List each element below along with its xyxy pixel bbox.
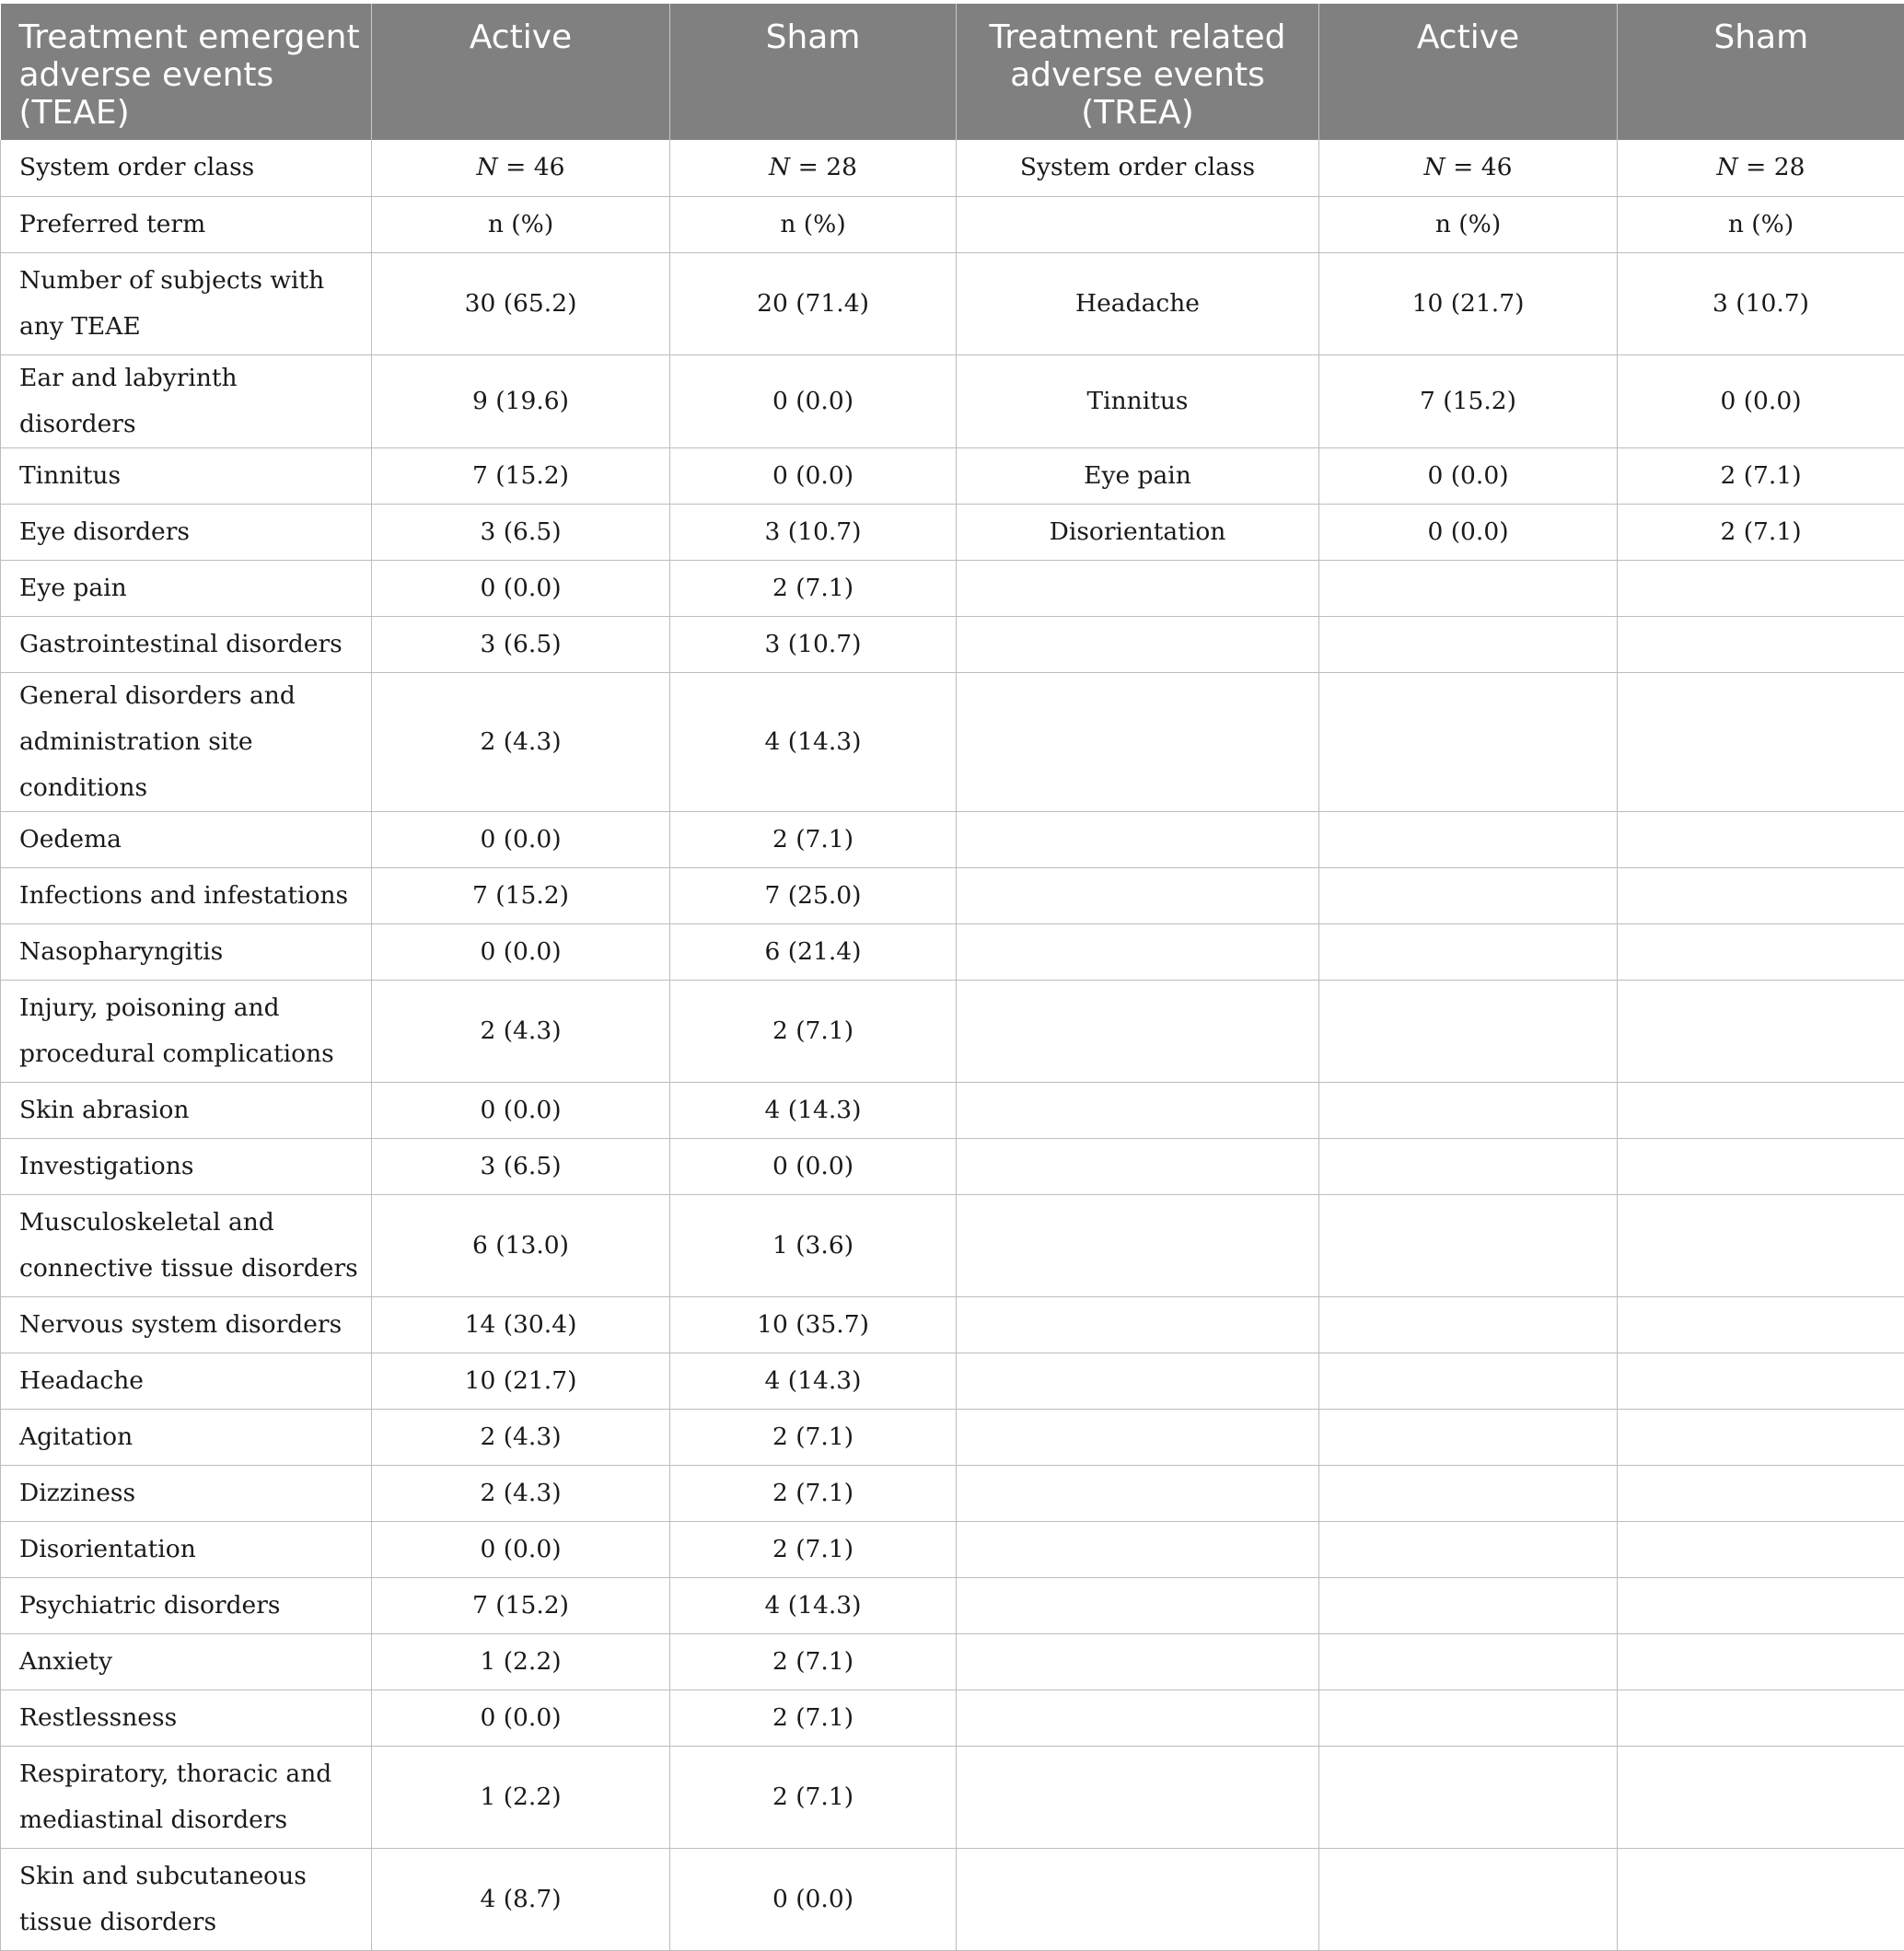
- n-symbol: N: [1717, 153, 1738, 181]
- trea-cell: [957, 1848, 1319, 1950]
- teae-cell: Musculoskeletal and connective tissue disorders: [1, 1194, 372, 1296]
- active-cell: 3 (6.5): [372, 616, 670, 672]
- table-header: [1, 4, 1904, 140]
- teae-cell: Oedema: [1, 811, 372, 867]
- adverse-events-table: [0, 4, 1904, 1951]
- active-cell: 1 (2.2): [372, 1633, 670, 1690]
- trea-cell: [957, 1409, 1319, 1465]
- table-row: [1, 1296, 1904, 1353]
- trea-active-cell: [1319, 1746, 1618, 1848]
- trea-cell: [957, 1194, 1319, 1296]
- sham-cell: 6 (21.4): [670, 923, 957, 980]
- table-row: [1, 616, 1904, 672]
- teae-cell: Skin and subcutaneous tissue disorders: [1, 1848, 372, 1950]
- trea-cell: [957, 1633, 1319, 1690]
- trea-sham-cell: n (%): [1618, 196, 1904, 252]
- table-row: [1, 811, 1904, 867]
- sham-cell: 3 (10.7): [670, 616, 957, 672]
- active-cell: 7 (15.2): [372, 447, 670, 504]
- sham-cell: 4 (14.3): [670, 1577, 957, 1633]
- table-row: [1, 672, 1904, 811]
- trea-sham-cell: [1618, 140, 1904, 196]
- trea-cell: [957, 980, 1319, 1082]
- header-trea-sham: Sham: [1618, 4, 1904, 140]
- trea-cell: [957, 672, 1319, 811]
- trea-sham-cell: [1618, 980, 1904, 1082]
- sham-cell: 2 (7.1): [670, 1521, 957, 1577]
- trea-active-cell: [1319, 1521, 1618, 1577]
- teae-cell: Tinnitus: [1, 447, 372, 504]
- table-row: [1, 140, 1904, 196]
- trea-sham-cell: [1618, 560, 1904, 616]
- trea-active-cell: [1319, 672, 1618, 811]
- trea-active-cell: [1319, 1296, 1618, 1353]
- active-cell: 2 (4.3): [372, 980, 670, 1082]
- trea-sham-cell: 3 (10.7): [1618, 252, 1904, 354]
- trea-cell: [957, 1577, 1319, 1633]
- trea-cell: [957, 1521, 1319, 1577]
- table-row: [1, 196, 1904, 252]
- trea-sham-cell: [1618, 1465, 1904, 1521]
- active-cell: 14 (30.4): [372, 1296, 670, 1353]
- trea-cell: [957, 1690, 1319, 1746]
- sham-cell: 1 (3.6): [670, 1194, 957, 1296]
- active-cell: 2 (4.3): [372, 672, 670, 811]
- trea-cell: System order class: [957, 140, 1319, 196]
- active-cell: 4 (8.7): [372, 1848, 670, 1950]
- sham-cell: 0 (0.0): [670, 354, 957, 447]
- trea-active-cell: n (%): [1319, 196, 1618, 252]
- trea-cell: [957, 616, 1319, 672]
- table-row: [1, 1465, 1904, 1521]
- trea-sham-cell: [1618, 811, 1904, 867]
- table-row: [1, 1194, 1904, 1296]
- active-cell: [372, 140, 670, 196]
- trea-active-cell: [1319, 811, 1618, 867]
- n-value: = 46: [498, 153, 565, 181]
- active-cell: 6 (13.0): [372, 1194, 670, 1296]
- n-value: = 28: [790, 153, 857, 181]
- teae-cell: Number of subjects with any TEAE: [1, 252, 372, 354]
- active-cell: 0 (0.0): [372, 560, 670, 616]
- n-value: = 46: [1445, 153, 1513, 181]
- teae-cell: Ear and labyrinth disorders: [1, 354, 372, 447]
- active-cell: 10 (21.7): [372, 1353, 670, 1409]
- active-cell: 7 (15.2): [372, 867, 670, 923]
- teae-cell: Gastrointestinal disorders: [1, 616, 372, 672]
- active-cell: 2 (4.3): [372, 1465, 670, 1521]
- trea-active-cell: [1319, 1138, 1618, 1194]
- trea-sham-cell: [1618, 867, 1904, 923]
- n-symbol: N: [477, 153, 498, 181]
- trea-sham-cell: [1618, 1577, 1904, 1633]
- trea-cell: [957, 1296, 1319, 1353]
- table-row: [1, 447, 1904, 504]
- sham-cell: 2 (7.1): [670, 1633, 957, 1690]
- table-row: [1, 1633, 1904, 1690]
- trea-active-cell: [1319, 616, 1618, 672]
- trea-cell: [957, 196, 1319, 252]
- sham-cell: 3 (10.7): [670, 504, 957, 560]
- active-cell: 3 (6.5): [372, 1138, 670, 1194]
- n-value: = 28: [1738, 153, 1805, 181]
- trea-sham-cell: [1618, 1296, 1904, 1353]
- table-row: [1, 504, 1904, 560]
- table-body: [1, 140, 1904, 1950]
- teae-cell: Eye pain: [1, 560, 372, 616]
- trea-sham-cell: 2 (7.1): [1618, 447, 1904, 504]
- teae-cell: Restlessness: [1, 1690, 372, 1746]
- sham-cell: 0 (0.0): [670, 447, 957, 504]
- table-row: [1, 1690, 1904, 1746]
- trea-cell: [957, 1465, 1319, 1521]
- trea-cell: [957, 1082, 1319, 1138]
- table-row: [1, 1848, 1904, 1950]
- sham-cell: 7 (25.0): [670, 867, 957, 923]
- trea-active-cell: 0 (0.0): [1319, 447, 1618, 504]
- table-row: [1, 560, 1904, 616]
- n-symbol: N: [1424, 153, 1445, 181]
- trea-sham-cell: [1618, 1194, 1904, 1296]
- sham-cell: 0 (0.0): [670, 1138, 957, 1194]
- active-cell: 3 (6.5): [372, 504, 670, 560]
- trea-cell: [957, 1353, 1319, 1409]
- trea-sham-cell: [1618, 1138, 1904, 1194]
- sham-cell: n (%): [670, 196, 957, 252]
- table-row: [1, 1353, 1904, 1409]
- teae-cell: Injury, poisoning and procedural complications: [1, 980, 372, 1082]
- trea-sham-cell: [1618, 1082, 1904, 1138]
- table-row: [1, 980, 1904, 1082]
- trea-active-cell: [1319, 140, 1618, 196]
- trea-cell: Tinnitus: [957, 354, 1319, 447]
- sham-cell: 2 (7.1): [670, 811, 957, 867]
- trea-cell: [957, 1138, 1319, 1194]
- trea-active-cell: [1319, 1465, 1618, 1521]
- trea-sham-cell: [1618, 923, 1904, 980]
- active-cell: 0 (0.0): [372, 1521, 670, 1577]
- trea-active-cell: [1319, 867, 1618, 923]
- active-cell: n (%): [372, 196, 670, 252]
- trea-sham-cell: [1618, 1633, 1904, 1690]
- trea-sham-cell: [1618, 1848, 1904, 1950]
- table-row: [1, 1577, 1904, 1633]
- trea-sham-cell: 0 (0.0): [1618, 354, 1904, 447]
- active-cell: 0 (0.0): [372, 811, 670, 867]
- active-cell: 0 (0.0): [372, 1082, 670, 1138]
- table-row: [1, 252, 1904, 354]
- header-row: [1, 4, 1904, 140]
- table-row: [1, 1746, 1904, 1848]
- header-teae-active: Active: [372, 4, 670, 140]
- table-row: [1, 1521, 1904, 1577]
- header-trea: Treatment related adverse events (TREA): [957, 4, 1319, 140]
- trea-active-cell: [1319, 980, 1618, 1082]
- table-row: [1, 867, 1904, 923]
- teae-cell: Headache: [1, 1353, 372, 1409]
- sham-cell: 0 (0.0): [670, 1848, 957, 1950]
- trea-cell: [957, 923, 1319, 980]
- teae-cell: Skin abrasion: [1, 1082, 372, 1138]
- sham-cell: 2 (7.1): [670, 560, 957, 616]
- trea-sham-cell: [1618, 1746, 1904, 1848]
- teae-cell: Preferred term: [1, 196, 372, 252]
- teae-cell: Respiratory, thoracic and mediastinal disorders: [1, 1746, 372, 1848]
- n-symbol: N: [769, 153, 790, 181]
- trea-active-cell: 10 (21.7): [1319, 252, 1618, 354]
- trea-sham-cell: [1618, 672, 1904, 811]
- trea-active-cell: [1319, 1409, 1618, 1465]
- trea-active-cell: [1319, 1082, 1618, 1138]
- sham-cell: 4 (14.3): [670, 1082, 957, 1138]
- trea-active-cell: [1319, 1353, 1618, 1409]
- sham-cell: 2 (7.1): [670, 980, 957, 1082]
- trea-active-cell: [1319, 1690, 1618, 1746]
- trea-cell: [957, 1746, 1319, 1848]
- trea-sham-cell: [1618, 1353, 1904, 1409]
- teae-cell: Investigations: [1, 1138, 372, 1194]
- table-row: [1, 354, 1904, 447]
- active-cell: 9 (19.6): [372, 354, 670, 447]
- active-cell: 2 (4.3): [372, 1409, 670, 1465]
- trea-cell: Disorientation: [957, 504, 1319, 560]
- sham-cell: 4 (14.3): [670, 672, 957, 811]
- teae-cell: General disorders and administration site conditions: [1, 672, 372, 811]
- teae-cell: Agitation: [1, 1409, 372, 1465]
- header-teae: Treatment emergent adverse events (TEAE): [1, 4, 372, 140]
- trea-sham-cell: [1618, 1521, 1904, 1577]
- sham-cell: 10 (35.7): [670, 1296, 957, 1353]
- teae-cell: Infections and infestations: [1, 867, 372, 923]
- trea-active-cell: [1319, 1194, 1618, 1296]
- sham-cell: 20 (71.4): [670, 252, 957, 354]
- active-cell: 0 (0.0): [372, 923, 670, 980]
- table-row: [1, 1138, 1904, 1194]
- trea-cell: [957, 867, 1319, 923]
- trea-sham-cell: [1618, 616, 1904, 672]
- header-teae-sham: Sham: [670, 4, 957, 140]
- trea-active-cell: [1319, 923, 1618, 980]
- trea-active-cell: 7 (15.2): [1319, 354, 1618, 447]
- teae-cell: Nervous system disorders: [1, 1296, 372, 1353]
- trea-sham-cell: 2 (7.1): [1618, 504, 1904, 560]
- sham-cell: 2 (7.1): [670, 1465, 957, 1521]
- teae-cell: Eye disorders: [1, 504, 372, 560]
- trea-active-cell: 0 (0.0): [1319, 504, 1618, 560]
- trea-cell: Headache: [957, 252, 1319, 354]
- trea-active-cell: [1319, 1848, 1618, 1950]
- table-row: [1, 1082, 1904, 1138]
- trea-sham-cell: [1618, 1690, 1904, 1746]
- active-cell: 30 (65.2): [372, 252, 670, 354]
- sham-cell: 2 (7.1): [670, 1690, 957, 1746]
- trea-cell: [957, 560, 1319, 616]
- trea-active-cell: [1319, 1633, 1618, 1690]
- table-row: [1, 1409, 1904, 1465]
- teae-cell: Dizziness: [1, 1465, 372, 1521]
- teae-cell: Nasopharyngitis: [1, 923, 372, 980]
- active-cell: 0 (0.0): [372, 1690, 670, 1746]
- trea-active-cell: [1319, 1577, 1618, 1633]
- table-row: [1, 923, 1904, 980]
- trea-cell: Eye pain: [957, 447, 1319, 504]
- teae-cell: Psychiatric disorders: [1, 1577, 372, 1633]
- trea-sham-cell: [1618, 1409, 1904, 1465]
- teae-cell: Disorientation: [1, 1521, 372, 1577]
- trea-cell: [957, 811, 1319, 867]
- sham-cell: [670, 140, 957, 196]
- sham-cell: 4 (14.3): [670, 1353, 957, 1409]
- sham-cell: 2 (7.1): [670, 1746, 957, 1848]
- header-trea-active: Active: [1319, 4, 1618, 140]
- teae-cell: System order class: [1, 140, 372, 196]
- trea-active-cell: [1319, 560, 1618, 616]
- teae-cell: Anxiety: [1, 1633, 372, 1690]
- sham-cell: 2 (7.1): [670, 1409, 957, 1465]
- active-cell: 7 (15.2): [372, 1577, 670, 1633]
- active-cell: 1 (2.2): [372, 1746, 670, 1848]
